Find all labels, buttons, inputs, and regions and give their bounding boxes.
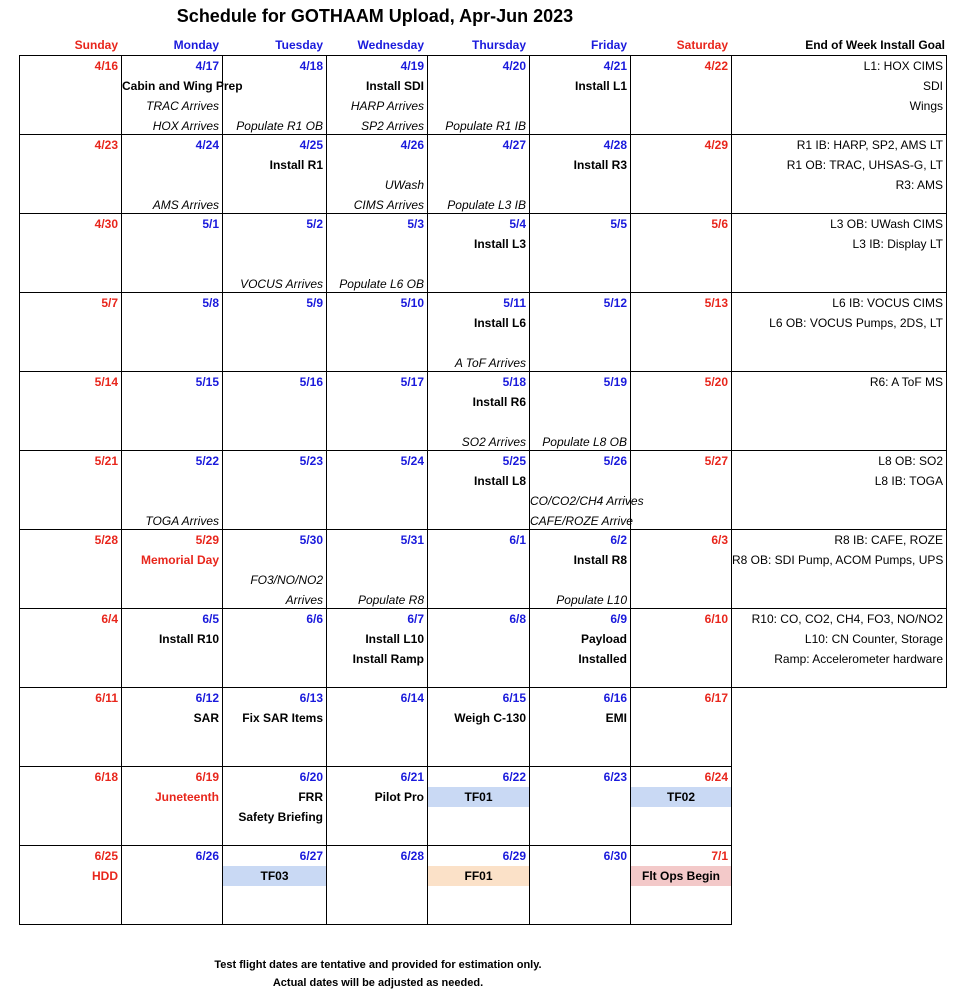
day-event: Populate R1 IB [445,119,526,133]
day-date: 4/18 [299,59,323,73]
day-cell [122,767,223,846]
day-date: 4/23 [94,138,118,152]
week-row [20,530,732,609]
day-date: 6/28 [400,849,424,863]
day-cell [327,451,428,530]
day-date: 6/9 [610,612,627,626]
day-cell [631,293,732,372]
day-cell [122,451,223,530]
week-row [20,372,732,451]
flight-event: TF03 [223,866,326,886]
install-goal-item: L8 IB: TOGA [874,474,943,488]
day-event: Install R10 [158,632,219,646]
day-date: 6/12 [195,691,219,705]
day-date: 6/5 [202,612,219,626]
day-date: 5/19 [603,375,627,389]
day-date: 5/29 [195,533,219,547]
day-cell [20,293,122,372]
day-date: 5/1 [202,217,219,231]
day-date: 5/4 [509,217,526,231]
day-cell [327,767,428,846]
day-event: Install Ramp [352,652,424,666]
day-cell [20,530,122,609]
week-row [20,767,732,846]
week-row [20,135,732,214]
install-goal-item: L3 IB: Display LT [852,237,943,251]
day-cell [20,451,122,530]
weekday-header: Friday [590,38,627,52]
calendar-grid [19,55,732,925]
install-goal-item: R6: A ToF MS [869,375,943,389]
flight-event: TF02 [631,787,731,807]
day-date: 4/19 [400,59,424,73]
week-goal-cell [732,451,947,530]
day-cell [631,609,732,688]
day-date: 6/15 [502,691,526,705]
weekday-header: Thursday [471,38,526,52]
weekday-header: Wednesday [357,38,424,52]
day-date: 6/3 [711,533,728,547]
day-cell [122,846,223,925]
day-cell [428,372,530,451]
install-goal-item: Wings [909,99,943,113]
day-event: Populate R1 OB [236,119,323,133]
day-date: 4/16 [94,59,118,73]
day-event: Arrives [285,593,323,607]
day-date: 4/21 [603,59,627,73]
day-cell [631,530,732,609]
day-event: Install R8 [573,553,627,567]
day-event: Install L8 [473,474,526,488]
day-event: VOCUS Arrives [240,277,323,291]
day-cell [20,135,122,214]
day-date: 6/17 [704,691,728,705]
week-row [20,56,732,135]
day-date: 6/30 [603,849,627,863]
install-goal-item: Ramp: Accelerometer hardware [774,652,943,666]
install-goal-table [731,55,947,688]
day-date: 5/17 [400,375,424,389]
day-event: Installed [578,652,627,666]
day-event: UWash [384,178,424,192]
day-cell [631,56,732,135]
day-date: 5/25 [502,454,526,468]
footer-line: Actual dates will be adjusted as needed. [272,977,484,989]
day-cell [530,530,631,609]
day-event: Populate R8 [357,593,424,607]
day-cell [122,293,223,372]
day-event: HDD [92,869,118,883]
day-event: Memorial Day [140,553,219,567]
goal-column-header: End of Week Install Goal [805,38,945,52]
day-event: Payload [580,632,627,646]
day-date: 6/2 [610,533,627,547]
day-cell [223,214,327,293]
day-event: Safety Briefing [238,810,323,824]
day-date: 6/10 [704,612,728,626]
install-goal-item: L6 OB: VOCUS Pumps, 2DS, LT [769,316,943,330]
day-event: A ToF Arrives [454,356,526,370]
day-date: 5/5 [610,217,627,231]
day-event: SP2 Arrives [361,119,424,133]
day-event: SO2 Arrives [461,435,526,449]
footer-line: Test flight dates are tentative and provided for estimation only. [214,959,542,971]
day-date: 4/17 [195,59,219,73]
day-cell [428,688,530,767]
day-cell [122,56,243,135]
day-date: 6/21 [400,770,424,784]
day-cell [327,56,428,135]
day-date: 5/20 [704,375,728,389]
day-cell [327,293,428,372]
day-cell [327,688,428,767]
day-event: Install SDI [365,79,424,93]
day-cell [428,56,530,135]
day-cell [428,530,530,609]
day-date: 5/23 [299,454,323,468]
day-date: 6/18 [94,770,118,784]
day-date: 6/25 [94,849,118,863]
day-event: SAR [193,711,219,725]
day-cell [428,214,530,293]
day-date: 6/24 [704,770,728,784]
day-date: 6/19 [195,770,219,784]
day-cell [530,609,631,688]
day-cell [223,451,327,530]
day-cell [530,846,631,925]
week-goal-cell [732,56,947,135]
week-row [20,451,732,530]
flight-event: TF01 [428,787,529,807]
day-date: 4/28 [603,138,627,152]
flight-event: Flt Ops Begin [631,866,731,886]
day-date: 5/12 [603,296,627,310]
day-cell [428,451,530,530]
day-cell [631,451,732,530]
day-cell [20,688,122,767]
day-date: 6/8 [509,612,526,626]
day-event: AMS Arrives [152,198,219,212]
day-event: CO/CO2/CH4 Arrives [530,494,644,508]
day-cell [530,293,631,372]
day-cell [122,609,223,688]
day-event: Install R3 [573,158,627,172]
day-date: 5/22 [195,454,219,468]
day-date: 5/28 [94,533,118,547]
install-goal-item: R10: CO, CO2, CH4, FO3, NO/NO2 [751,612,943,626]
day-cell [20,609,122,688]
day-date: 5/15 [195,375,219,389]
day-date: 5/6 [711,217,728,231]
day-event: HARP Arrives [350,99,424,113]
week-goal-cell [732,372,947,451]
day-date: 5/31 [400,533,424,547]
day-cell [631,688,732,767]
week-goal-cell [732,609,947,688]
day-cell [428,293,530,372]
day-cell [20,372,122,451]
footer-note [0,956,756,992]
page-title: Schedule for GOTHAAM Upload, Apr-Jun 2023 [176,6,574,26]
day-event: Populate L8 OB [542,435,627,449]
day-date: 4/30 [94,217,118,231]
install-goal-item: SDI [922,79,943,93]
day-cell [122,530,223,609]
week-row [20,293,732,372]
day-cell [223,688,327,767]
day-cell [20,214,122,293]
day-date: 5/16 [299,375,323,389]
day-date: 6/14 [400,691,424,705]
day-date: 5/24 [400,454,424,468]
install-goal-item: L10: CN Counter, Storage [804,632,943,646]
day-date: 4/24 [195,138,219,152]
day-event: Install L3 [473,237,526,251]
install-goal-item: L8 OB: SO2 [878,454,943,468]
day-date: 5/27 [704,454,728,468]
day-cell [631,372,732,451]
day-date: 5/8 [202,296,219,310]
day-cell [327,135,428,214]
day-event: Install R6 [472,395,526,409]
day-cell [327,609,428,688]
install-goal-item: R1 OB: TRAC, UHSAS-G, LT [786,158,943,172]
day-date: 6/11 [95,691,118,705]
install-goal-item: R8 OB: SDI Pump, ACOM Pumps, UPS [732,553,944,567]
day-date: 5/11 [503,296,526,310]
day-date: 4/20 [502,59,526,73]
day-event: Juneteenth [154,790,219,804]
day-cell [122,688,223,767]
day-cell [223,135,327,214]
install-goal-item: R8 IB: CAFE, ROZE [834,533,943,547]
install-goal-item: L6 IB: VOCUS CIMS [832,296,943,310]
install-goal-item: L1: HOX CIMS [863,59,943,73]
day-event: FO3/NO/NO2 [250,573,323,587]
day-cell [428,846,530,925]
day-event: Cabin and Wing Prep [122,79,243,93]
day-cell [631,767,732,846]
day-cell [223,846,327,925]
day-date: 5/2 [306,217,323,231]
day-cell [122,135,223,214]
week-row [20,214,732,293]
install-goal-item: R3: AMS [895,178,943,192]
day-date: 5/30 [299,533,323,547]
day-cell [223,56,327,135]
weekday-header: Tuesday [275,38,323,52]
day-cell [223,293,327,372]
day-cell [530,56,631,135]
weekday-header: Monday [173,38,219,52]
day-date: 4/29 [704,138,728,152]
day-event: Install L1 [574,79,627,93]
day-cell [530,767,631,846]
install-goal-item: L3 OB: UWash CIMS [830,217,943,231]
day-event: Weigh C-130 [454,711,526,725]
day-date: 5/18 [502,375,526,389]
weekday-header: Sunday [74,38,118,52]
week-row [20,688,732,767]
day-date: 4/27 [502,138,526,152]
day-date: 6/7 [407,612,424,626]
day-cell [20,767,122,846]
day-event: TRAC Arrives [146,99,219,113]
day-event: Populate L3 IB [447,198,526,212]
day-cell [327,214,428,293]
day-event: HOX Arrives [152,119,219,133]
day-date: 6/1 [509,533,526,547]
day-cell [428,135,530,214]
day-date: 5/10 [400,296,424,310]
day-cell [327,846,428,925]
day-date: 7/1 [711,849,728,863]
day-event: Install L6 [473,316,526,330]
day-cell [223,372,327,451]
day-cell [223,609,327,688]
day-cell [122,214,223,293]
day-date: 4/26 [400,138,424,152]
day-date: 6/6 [306,612,323,626]
day-event: Fix SAR Items [242,711,323,725]
day-date: 5/26 [603,454,627,468]
day-date: 4/25 [299,138,323,152]
day-date: 5/14 [94,375,118,389]
week-goal-cell [732,530,947,609]
week-goal-cell [732,214,947,293]
day-cell [327,530,428,609]
day-event: FRR [298,790,323,804]
day-cell [223,767,327,846]
day-date: 6/13 [299,691,323,705]
day-cell [20,56,122,135]
day-date: 6/20 [299,770,323,784]
day-date: 6/29 [502,849,526,863]
day-event: Populate L6 OB [339,277,424,291]
day-cell [530,372,631,451]
week-row [20,609,732,688]
day-date: 6/22 [502,770,526,784]
day-date: 6/27 [299,849,323,863]
day-cell [20,846,122,925]
week-row [20,846,732,925]
day-date: 5/7 [101,296,118,310]
day-date: 6/23 [603,770,627,784]
day-event: Install R1 [269,158,323,172]
day-event: CIMS Arrives [353,198,424,212]
day-date: 5/3 [407,217,424,231]
day-cell [327,372,428,451]
day-date: 5/9 [306,296,323,310]
week-goal-cell [732,293,947,372]
day-event: CAFE/ROZE Arrive [530,514,633,528]
day-cell [428,609,530,688]
day-date: 5/21 [94,454,118,468]
day-event: Install L10 [365,632,424,646]
day-cell [631,135,732,214]
day-date: 6/4 [101,612,118,626]
day-cell [530,451,644,530]
day-cell [530,214,631,293]
day-event: Populate L10 [556,593,627,607]
day-date: 4/22 [704,59,728,73]
install-goal-item: R1 IB: HARP, SP2, AMS LT [796,138,943,152]
day-event: Pilot Pro [374,790,424,804]
day-cell [530,135,631,214]
weekday-header: Saturday [676,38,728,52]
day-event: TOGA Arrives [145,514,219,528]
day-date: 6/16 [603,691,627,705]
flight-event: FF01 [428,866,529,886]
day-event: EMI [605,711,627,725]
day-cell [530,688,631,767]
day-cell [428,767,530,846]
day-date: 6/26 [195,849,219,863]
day-cell [631,846,732,925]
day-cell [122,372,223,451]
day-cell [631,214,732,293]
day-date: 5/13 [704,296,728,310]
day-cell [223,530,327,609]
week-goal-cell [732,135,947,214]
